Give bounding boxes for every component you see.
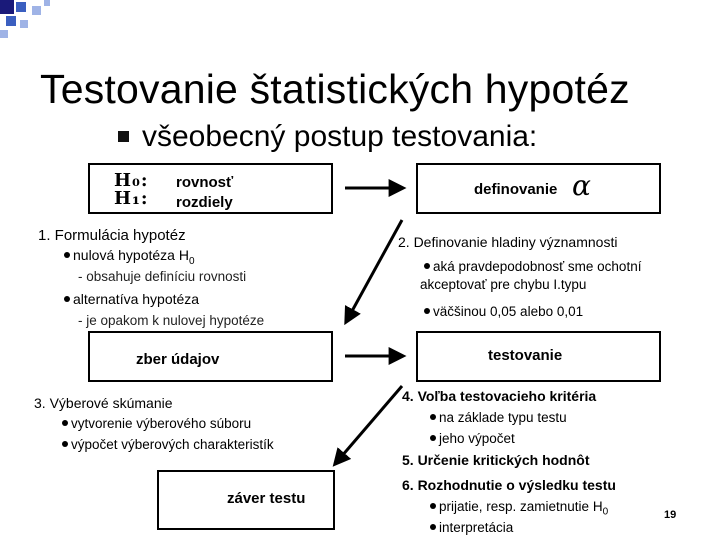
step4-item1: na základe typu testu bbox=[430, 410, 567, 425]
step2-item1-continued: akceptovať pre chybu I.typu bbox=[420, 277, 587, 292]
bullet-dot-icon bbox=[430, 414, 436, 420]
step1-alt-item: alternatíva hypotéza bbox=[64, 291, 199, 307]
step4-item2: jeho výpočet bbox=[430, 431, 515, 446]
arrow-testing-to-conclusion bbox=[335, 386, 402, 464]
step1-null-item: nulová hypotéza $H_0$ bbox=[64, 247, 195, 267]
definition-box bbox=[416, 163, 661, 214]
conclusion-box bbox=[157, 470, 335, 530]
data-collection-label: zber údajov bbox=[136, 351, 220, 368]
definition-label: definovanie bbox=[474, 181, 558, 198]
bullet-dot-icon bbox=[424, 308, 430, 314]
step3-item2: výpočet výberových charakteristík bbox=[62, 437, 274, 452]
equality-label: rovnosť bbox=[176, 174, 234, 191]
bullet-dot-icon bbox=[62, 441, 68, 447]
bullet-dot-icon bbox=[424, 263, 430, 269]
step2-item2: väčšinou 0,05 alebo 0,01 bbox=[424, 304, 583, 319]
step1-alt-description: - je opakom k nulovej hypotéze bbox=[78, 313, 265, 328]
data-collection-box bbox=[88, 331, 333, 382]
hypotheses-box bbox=[88, 163, 333, 214]
step4-heading: 4. Voľba testovacieho kritéria bbox=[402, 388, 597, 404]
slide-subtitle: všeobecný postup testovania: bbox=[142, 120, 538, 153]
conclusion-label: záver testu bbox=[227, 490, 306, 507]
step6-item1: prijatie, resp. zamietnutie $H_0$ bbox=[430, 499, 608, 518]
difference-label: rozdiely bbox=[176, 194, 233, 211]
step3-item1: vytvorenie výberového súboru bbox=[62, 416, 251, 431]
bullet-dot-icon bbox=[64, 252, 70, 258]
testing-box bbox=[416, 331, 661, 382]
step1-null-description: - obsahuje definíciu rovnosti bbox=[78, 269, 247, 284]
bullet-dot-icon bbox=[64, 296, 70, 302]
step1-heading: 1. Formulácia hypotéz bbox=[38, 227, 186, 244]
step2-item1: aká pravdepodobnosť sme ochotní bbox=[424, 259, 641, 274]
h1-symbol: H₁: bbox=[114, 188, 149, 209]
bullet-dot-icon bbox=[430, 503, 436, 509]
step5-heading: 5. Určenie kritických hodnôt bbox=[402, 452, 590, 468]
bullet-dot-icon bbox=[430, 435, 436, 441]
step3-heading: 3. Výberové skúmanie bbox=[34, 395, 173, 411]
alpha-symbol: α bbox=[572, 169, 591, 202]
slide-title: Testovanie štatistických hypotéz bbox=[40, 66, 630, 112]
testing-label: testovanie bbox=[488, 347, 563, 364]
arrow-definition-to-data bbox=[346, 220, 402, 322]
bullet-dot-icon bbox=[62, 420, 68, 426]
step6-heading: 6. Rozhodnutie o výsledku testu bbox=[402, 477, 616, 493]
bullet-dot-icon bbox=[430, 524, 436, 530]
step2-heading: 2. Definovanie hladiny významnosti bbox=[398, 234, 618, 250]
step6-item2: interpretácia bbox=[430, 520, 513, 535]
h0-symbol: H₀: bbox=[114, 170, 149, 191]
page-number: 19 bbox=[664, 509, 677, 521]
